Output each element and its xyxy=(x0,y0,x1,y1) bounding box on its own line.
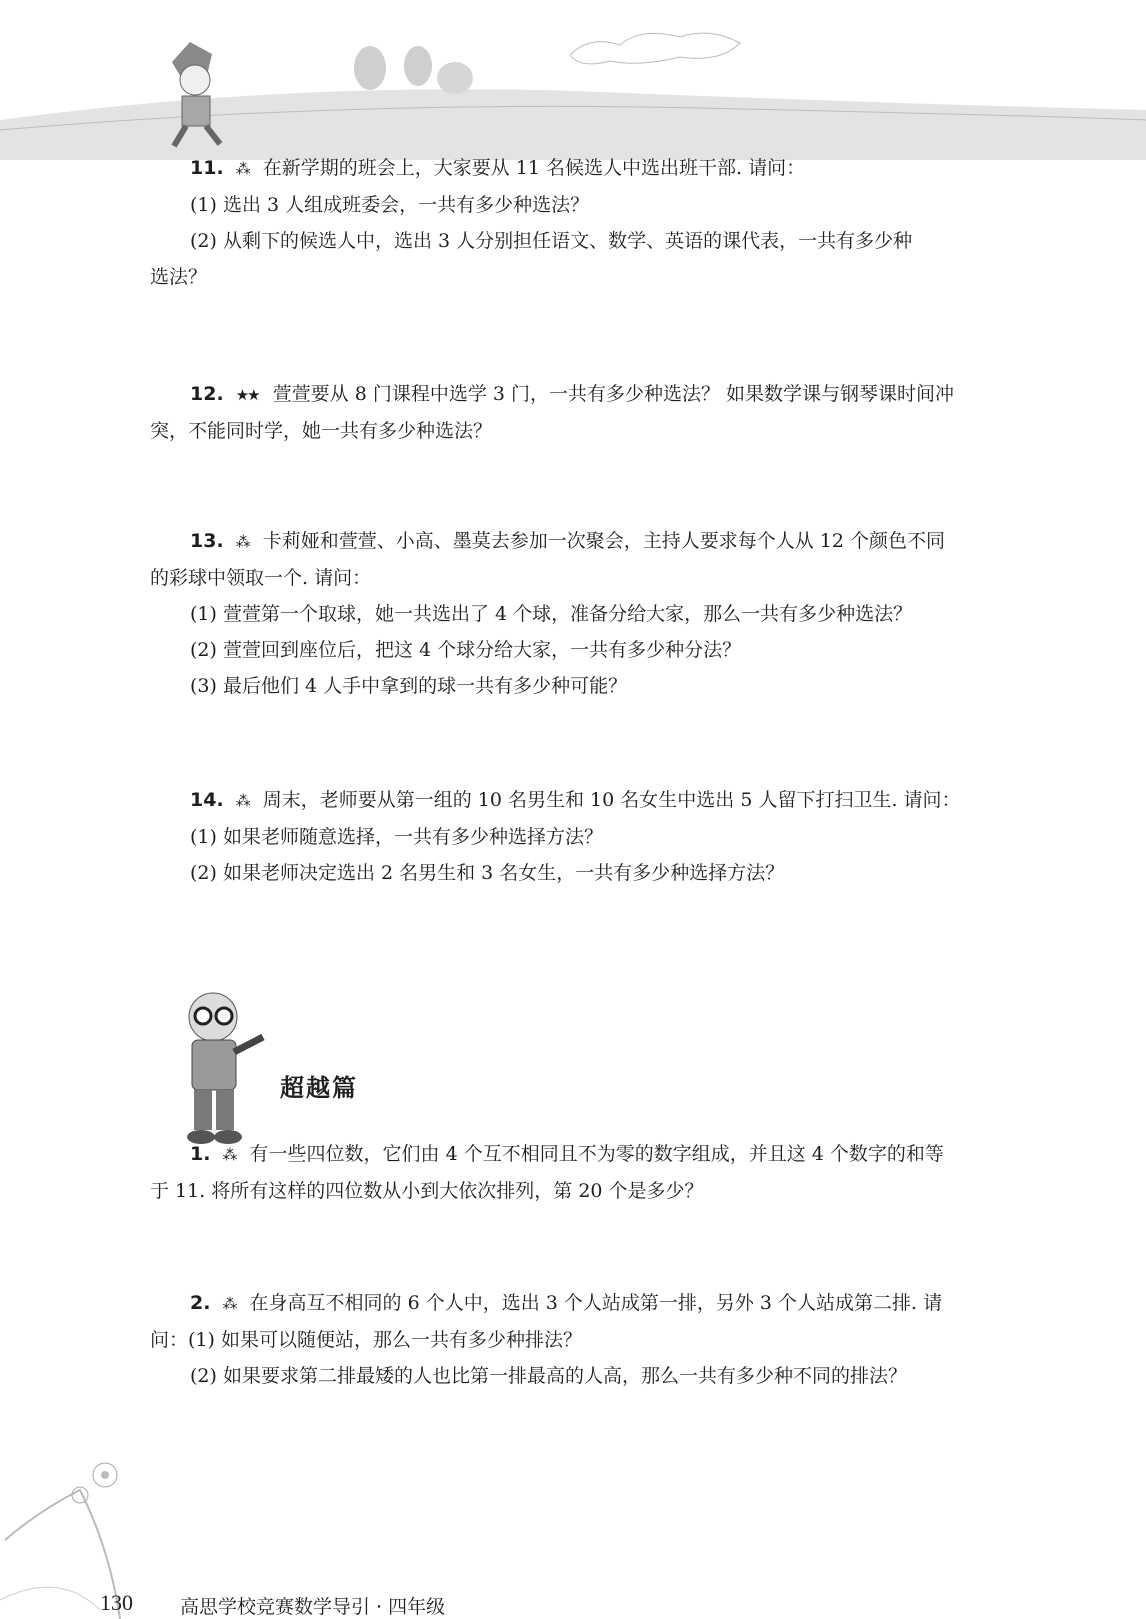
problem-text: 卡莉娅和萱萱、小高、墨莫去参加一次聚会，主持人要求每个人从 12 个颜色不同 xyxy=(262,530,946,552)
sub-question: (2) 如果要求第二排最矮的人也比第一排最高的人高，那么一共有多少种不同的排法？ xyxy=(190,1365,907,1387)
page-number: 130 xyxy=(100,1590,133,1615)
problem-number: 11. xyxy=(190,157,224,179)
advanced-problem-2 xyxy=(150,1285,1020,1394)
difficulty-stars-icon: ⁂ xyxy=(222,1146,236,1164)
difficulty-stars-icon: ⁂ xyxy=(235,533,249,551)
problem-continuation: 问：(1) 如果可以随便站，那么一共有多少种排法？ xyxy=(150,1329,582,1351)
problem-number: 14. xyxy=(190,789,224,811)
sub-question: (2) 萱萱回到座位后，把这 4 个球分给大家，一共有多少种分法？ xyxy=(190,639,742,661)
problem-text: 在身高互不相同的 6 个人中，选出 3 个人站成第一排，另外 3 个人站成第二排. 请 xyxy=(249,1292,943,1314)
sub-question: (1) 如果老师随意选择，一共有多少种选择方法？ xyxy=(190,826,603,848)
section-title: 超越篇 xyxy=(280,1074,358,1102)
problem-number: 13. xyxy=(190,530,224,552)
sub-question: (2) 从剩下的候选人中，选出 3 人分别担任语文、数学、英语的课代表，一共有多少种 xyxy=(190,230,913,252)
sub-question: (1) 选出 3 人组成班委会，一共有多少种选法？ xyxy=(190,194,590,216)
flower-vine-decoration-icon xyxy=(0,1450,170,1619)
problem-12 xyxy=(150,376,1020,449)
problem-continuation: 于 11. 将所有这样的四位数从小到大依次排列，第 20 个是多少？ xyxy=(150,1180,704,1202)
difficulty-stars-icon: ⁂ xyxy=(235,792,249,810)
advanced-problem-1 xyxy=(150,1136,1020,1209)
problem-continuation: 选法？ xyxy=(150,266,208,288)
problem-text: 周末，老师要从第一组的 10 名男生和 10 名女生中选出 5 人留下打扫卫生. 请问： xyxy=(262,789,961,811)
problem-text: 萱萱要从 8 门课程中选学 3 门，一共有多少种选法？ 如果数学课与钢琴课时间冲 xyxy=(272,383,955,405)
mascot-character-icon xyxy=(168,982,278,1152)
problem-text: 有一些四位数，它们由 4 个互不相同且不为零的数字组成，并且这 4 个数字的和等 xyxy=(249,1143,944,1165)
problem-11 xyxy=(150,150,1020,295)
problem-14 xyxy=(150,782,1020,891)
book-title: 高思学校竞赛数学导引 · 四年级 xyxy=(180,1596,446,1618)
sub-question: (3) 最后他们 4 人手中拿到的球一共有多少种可能？ xyxy=(190,675,628,697)
difficulty-stars-icon: ⁂ xyxy=(222,1295,236,1313)
problem-13 xyxy=(150,523,1020,704)
problem-number: 1. xyxy=(190,1143,211,1165)
difficulty-stars-icon: ★★ xyxy=(235,386,259,404)
problem-continuation: 的彩球中领取一个. 请问： xyxy=(150,567,372,589)
sub-question: (2) 如果老师决定选出 2 名男生和 3 名女生，一共有多少种选择方法？ xyxy=(190,862,785,884)
header-landscape-illustration xyxy=(0,0,1146,160)
difficulty-stars-icon: ⁂ xyxy=(235,160,249,178)
problem-number: 12. xyxy=(190,383,224,405)
problem-number: 2. xyxy=(190,1292,211,1314)
sub-question: (1) 萱萱第一个取球，她一共选出了 4 个球，准备分给大家，那么一共有多少种选法？ xyxy=(190,603,913,625)
problem-text: 在新学期的班会上，大家要从 11 名候选人中选出班干部. 请问： xyxy=(262,157,806,179)
problem-continuation: 突，不能同时学，她一共有多少种选法？ xyxy=(150,420,493,442)
